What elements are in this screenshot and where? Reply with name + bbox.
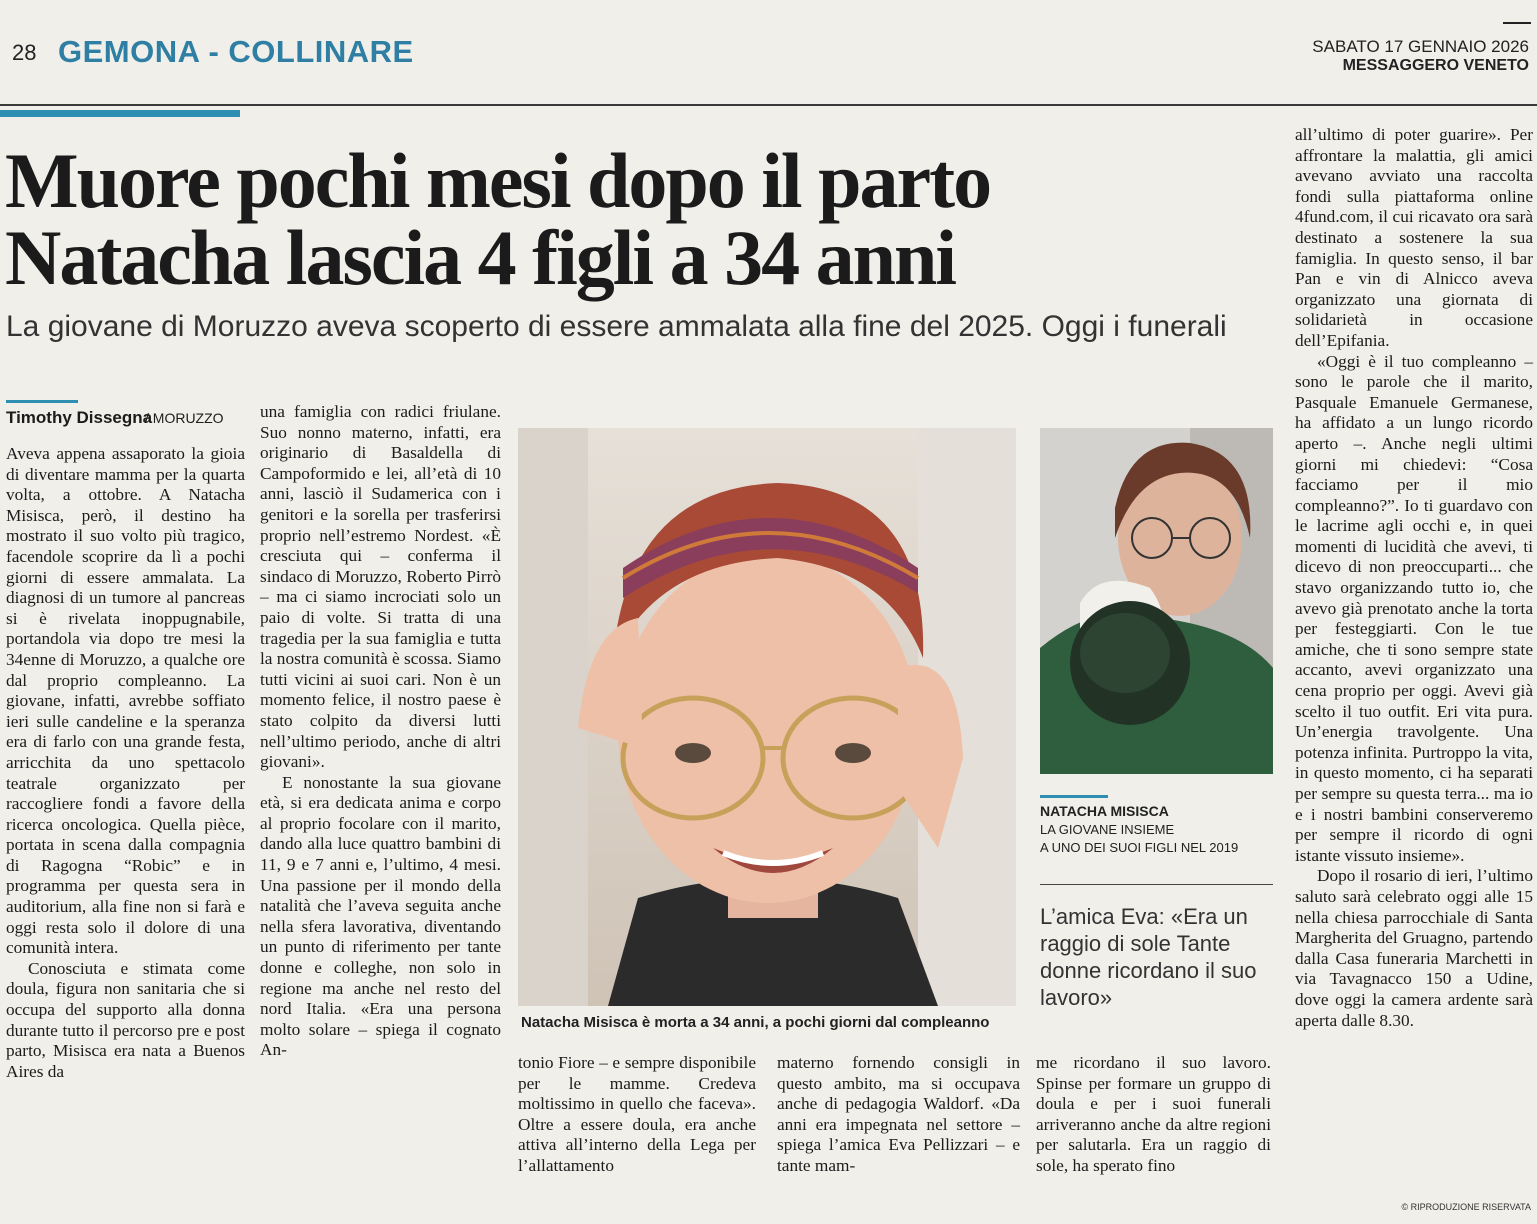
paragraph: E nonostante la sua giovane età, si era dedicata anima e corpo al proprio focolare con il marito, dando alla luce quattro bambini di 11, 9 e 7 anni e, l’ultimo, 4 mesi. Una passione per il mondo della natalità che l’aveva seguita anche nella sfera lavorativa, diventando un punto di riferimento per tante donne e colleghe, non solo in regione ma anche nel resto del nord Italia. «Era una persona molto solare – spiega il cognato An- [260,772,501,1060]
side-caption-name: NATACHA MISISCA [1040,803,1169,819]
paragraph: all’ultimo di poter guarire». Per affrontare la malattia, gli amici avevano avviato una raccolta fondi sulla piattaforma online 4fund.com, il cui ricavato ora sarà destinato a sostenere la sua famiglia. In questo senso, il bar Pan e vin di Alnicco aveva organizzato una giornata di solidarietà in occasione dell’Epifania. [1295,125,1533,350]
issue-date: SABATO 17 GENNAIO 2026 [1312,37,1529,56]
article-column-6 [1295,125,1533,1031]
paragraph: Aveva appena assaporato la gioia di diventare mamma per la quarta volta, a ottobre. A Natacha Misisca, però, il destino ha mostrato il suo volto più tragico, facendole scoprire da lì a pochi giorni di essere ammalata. La diagnosi di un tumore al pancreas si è rivelata inoppugnabile, portandola via dopo tre mesi la 34enne di Moruzzo, a qualche ore dal proprio compleanno. La giovane, infatti, avrebbe soffiato ieri sulle candeline e la speranza era di farlo con una grande festa, arricchita da uno spettacolo teatrale organizzato per raccogliere fondi a favore della ricerca oncologica. Quella pièce, portata in scena dalla compagnia di Ragogna “Robic” e in programma per questa sera in auditorium, alla fine non si farà e oggi resta solo il dolore di una comunità intera. [6,444,245,958]
paragraph: «Oggi è il tuo compleanno – sono le parole che il marito, Pasquale Emanuele Germanese, ha affidato a un lungo ricordo aperto –. Anche negli ultimi giorni mi chiedevi: “Cosa facciamo per il mio compleanno?”. Io ti guardavo con le lacrime agli occhi e, in quei momenti di lucidità che avevi, ti dicevo di non preoccuparti... che stavo organizzando tutto io, che avevo già prenotato anche la torta per festeggiarti. Con le tue amiche, che ti sono sempre state accanto, avevi organizzato una cena proprio per oggi. Avevi già scelto il tuo outfit. Eri vita pura. Un’energia travolgente. Una potenza infinita. Purtroppo la vita, in questo momento, ci ha separati per sempre su questa terra... ma io e i nostri bambini conserveremo per sempre il ricordo di ogni istante vissuto insieme». [1295,351,1533,865]
article-column-3 [518,1053,756,1177]
mother-child-illustration [1040,428,1273,774]
side-caption-rule [1040,795,1108,798]
article-column-2 [260,402,501,1061]
paragraph: Dopo il rosario di ieri, l’ultimo saluto sarà celebrato oggi alle 15 nella chiesa parrocchiale di Santa Margherita del Gruagno, partendo dalla Casa funeraria Marchetti in via Tavagnacco 150 a Udine, dove oggi la camera ardente sarà aperta dalle 8.30. [1295,866,1533,1030]
subheadline: La giovane di Moruzzo aveva scoperto di essere ammalata alla fine del 2025. Oggi i funerali [6,310,1227,343]
main-photo [518,428,1016,1006]
byline-rule [6,400,78,403]
paragraph: Conosciuta e stimata come doula, figura non sanitaria che si occupa del supporto alla donna durante tutto il percorso pre e post parto, Misisca era nata a Buenos Aires da [6,958,245,1081]
pull-quote: L’amica Eva: «Era un raggio di sole Tante donne ricordano il suo lavoro» [1040,904,1257,1010]
page-number: 28 [12,40,37,65]
headline-line-2: Natacha lascia 4 figli a 34 anni [5,214,956,301]
main-photo-caption: Natacha Misisca è morta a 34 anni, a pochi giorni dal compleanno [521,1014,990,1031]
paragraph: me ricordano il suo lavoro. Spinse per formare un gruppo di doula e per i suoi funerali arriveranno anche da altre regioni per salutarla. Era un raggio di sole, ha sperato fino [1036,1053,1271,1175]
article-column-1 [6,444,245,1082]
paragraph: una famiglia con radici friulane. Suo nonno materno, infatti, era originario di Basaldella di Campoformido e lei, all’età di 10 anni, lasciò il Sudamerica con i genitori e la sorella per trasferirsi proprio nell’estremo Nordest. «È cresciuta qui – conferma il sindaco di Moruzzo, Roberto Pirrò – ma ci siamo incrociati solo un paio di volte. Si tratta di una tragedia per la sua famiglia e tutta la nostra comunità è scossa. Siamo tutti vicini ai suoi cari. Non è un momento felice, il nostro paese è stato colpito da diversi lutti nell’ultimo periodo, anche di altri giovani». [260,402,501,772]
article-column-5 [1036,1053,1271,1177]
byline-author: Timothy Dissegna [6,408,153,427]
section-title: GEMONA - COLLINARE [58,34,414,69]
portrait-illustration [518,428,1016,1006]
paragraph: tonio Fiore – e sempre disponibile per le mamme. Credeva moltissimo in quello che faceva». Oltre a essere doula, era anche attiva all’interno della Lega per l’allattamento [518,1053,756,1175]
newspaper-name: MESSAGGERO VENETO [1342,57,1529,74]
side-photo [1040,428,1273,774]
header-rule [0,104,1537,106]
top-dash [1503,22,1531,24]
article-column-4 [777,1053,1020,1177]
copyright-notice: © RIPRODUZIONE RISERVATA [1401,1202,1531,1212]
side-caption-line: A UNO DEI SUOI FIGLI NEL 2019 [1040,840,1239,855]
byline-place: / MORUZZO [145,410,224,426]
paragraph: materno fornendo consigli in questo ambito, ma si occupava anche di pedagogia Waldorf. «Da anni era impegnata nel settore – spiega l’amica Eva Pellizzari – e tante mam- [777,1053,1020,1175]
accent-bar [0,110,240,117]
quote-rule [1040,884,1273,885]
side-caption-line: LA GIOVANE INSIEME [1040,822,1175,837]
headline-line-1: Muore pochi mesi dopo il parto [5,137,991,224]
